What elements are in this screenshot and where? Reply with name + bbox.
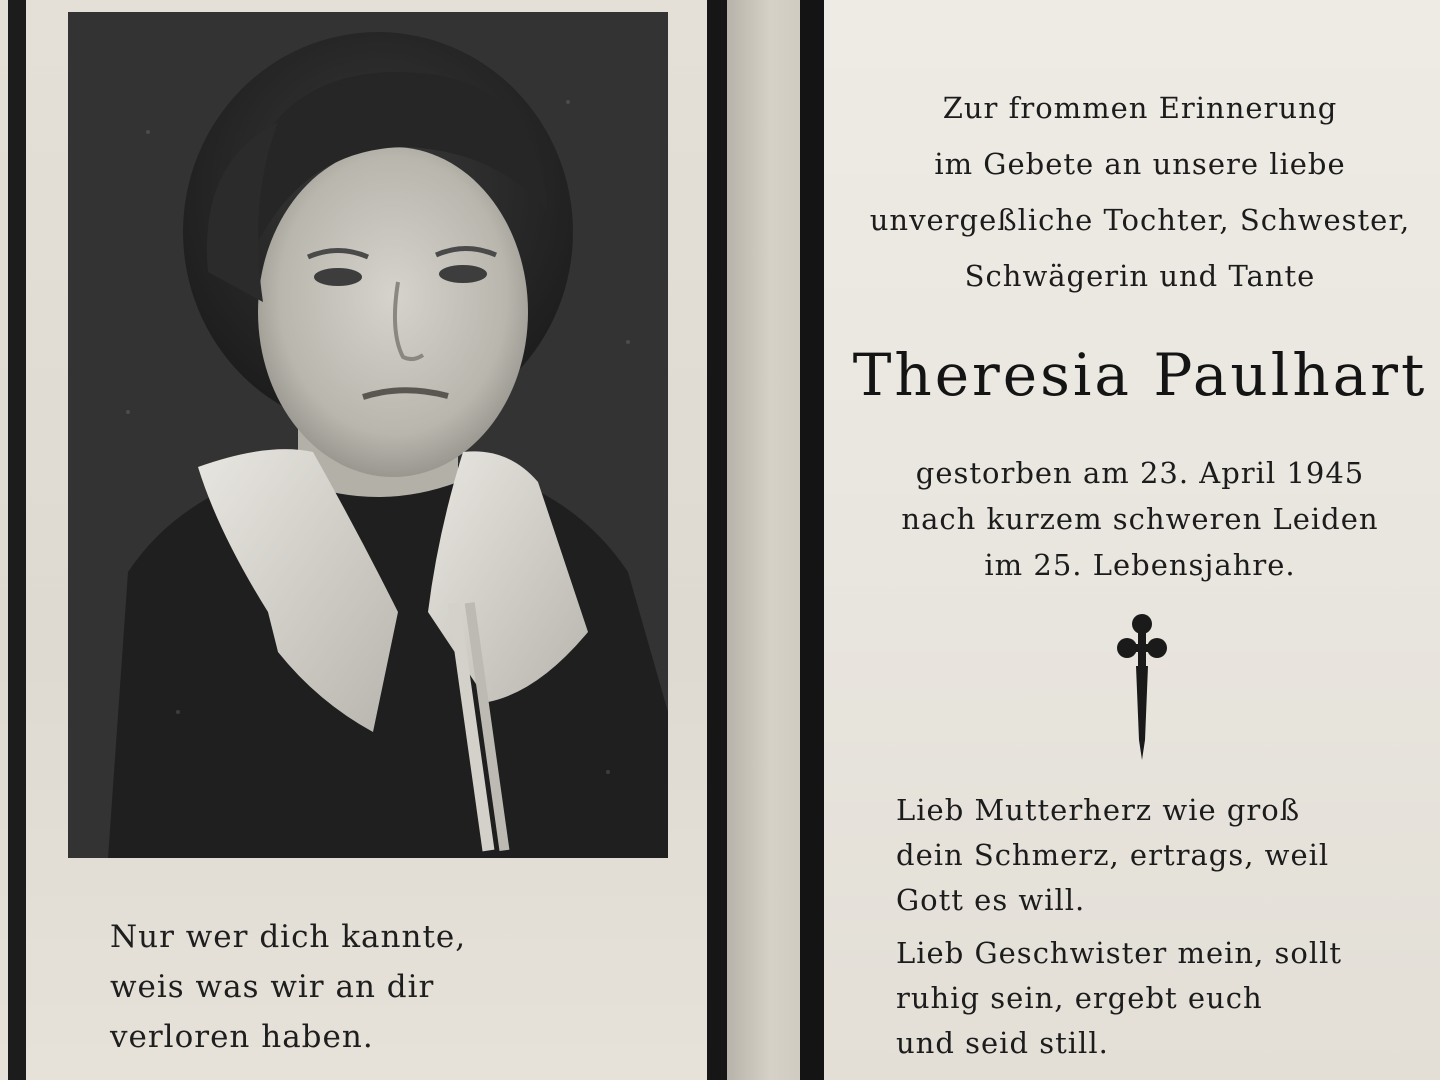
intro-line: im Gebete an unsere liebe	[934, 147, 1346, 181]
death-info-line: gestorben am 23. April 1945	[915, 456, 1365, 490]
left-verse-line: weis was wir an dir	[110, 969, 435, 1005]
portrait-photo	[68, 12, 668, 858]
right-verse-line: Lieb Mutterherz wie groß	[896, 793, 1301, 827]
right-verse-line: Gott es will.	[896, 883, 1086, 917]
right-verse	[896, 788, 1416, 1066]
left-verse	[110, 912, 580, 1062]
intro-line: unvergeßliche Tochter, Schwester,	[869, 203, 1411, 237]
intro-line: Zur frommen Erinnerung	[942, 91, 1338, 125]
trefoil-cross-icon	[1112, 610, 1172, 765]
verse-gap	[896, 923, 1416, 931]
death-info	[860, 450, 1420, 588]
left-mourning-border	[8, 0, 26, 1080]
deceased-name: Theresia Paulhart	[852, 341, 1428, 409]
right-verse-line: dein Schmerz, ertrags, weil	[896, 838, 1330, 872]
left-card-right-border	[707, 0, 727, 1080]
left-verse-line: verloren haben.	[110, 1019, 374, 1055]
intro-line: Schwägerin und Tante	[964, 259, 1316, 293]
left-verse-line: Nur wer dich kannte,	[110, 919, 467, 955]
right-verse-line: Lieb Geschwister mein, sollt	[896, 936, 1343, 970]
memorial-intro	[850, 80, 1430, 304]
right-verse-line: und seid still.	[896, 1026, 1109, 1060]
death-info-line: nach kurzem schweren Leiden	[901, 502, 1379, 536]
right-mourning-border	[800, 0, 824, 1080]
right-verse-line: ruhig sein, ergebt euch	[896, 981, 1263, 1015]
portrait-drawing	[68, 12, 668, 858]
death-info-line: im 25. Lebensjahre.	[984, 548, 1296, 582]
